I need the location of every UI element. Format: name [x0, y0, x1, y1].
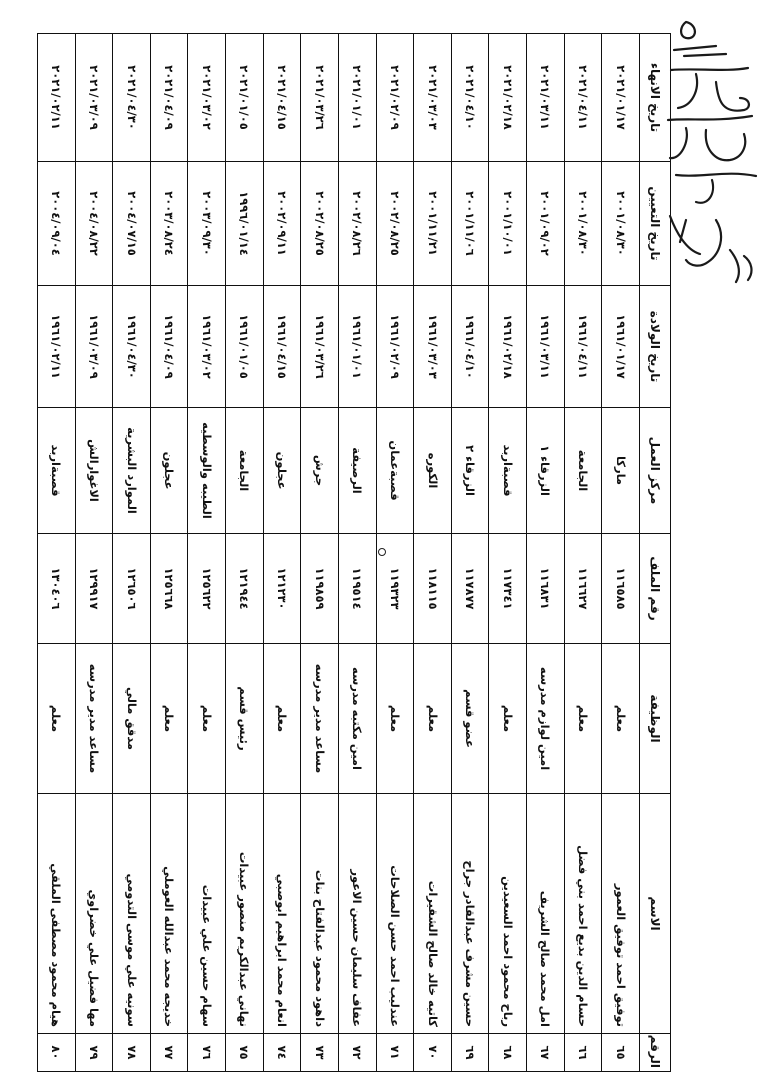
birth-date-cell: ١٩٦١/٠٢/٠٩ [376, 286, 414, 408]
birth-date-cell: ١٩٦١/٠٤/١٠ [451, 286, 489, 408]
job-title-cell: رئيس قسم [226, 644, 264, 794]
rotated-table-container [37, 33, 671, 1071]
row-number-cell: ٧٨ [113, 1034, 151, 1072]
work-center-cell: الكوره [414, 408, 452, 534]
header-work-center: مركز العمل [640, 408, 671, 534]
handwritten-signature [656, 10, 768, 310]
row-number-cell: ٨٠ [38, 1034, 76, 1072]
job-title-cell: معلم [188, 644, 226, 794]
work-center-cell: الجامعة [564, 408, 602, 534]
file-number-cell: ١٢٥٦٦٨ [150, 534, 188, 644]
job-title-cell: مساعد مدير مدرسه [75, 644, 113, 794]
table-row [414, 34, 452, 1072]
work-center-cell: الزرقاء ١ [527, 408, 565, 534]
appointment-date-cell: ٢٠٠٤/٠٩/٠٤ [38, 162, 76, 286]
employee-name-cell: امل محمد صالح الشريف [527, 794, 565, 1034]
birth-date-cell: ١٩٦١/٠٣/٠٩ [75, 286, 113, 408]
work-center-cell: قصبةعمان [376, 408, 414, 534]
employee-name-cell: رباح محمود احمد السعيدين [489, 794, 527, 1034]
end-date-cell: ٢٠٢١/٠٤/١٥ [263, 34, 301, 162]
work-center-cell: جرش [301, 408, 339, 534]
end-date-cell: ٢٠٢١/٠٣/٢٦ [301, 34, 339, 162]
table-row [113, 34, 151, 1072]
job-title-cell: معلم [38, 644, 76, 794]
table-row [339, 34, 377, 1072]
end-date-cell: ٢٠٢١/٠٣/١١ [527, 34, 565, 162]
row-number-cell: ٦٥ [602, 1034, 640, 1072]
file-number-cell: ١١٨١١٥ [414, 534, 452, 644]
table-row [301, 34, 339, 1072]
header-birth-date: تاريخ الولادة [640, 286, 671, 408]
appointment-date-cell: ٢٠٠٣/٠٨/٢٤ [150, 162, 188, 286]
birth-date-cell: ١٩٦١/٠٣/١١ [527, 286, 565, 408]
appointment-date-cell: ٢٠٠٢/٠٨/٢٥ [376, 162, 414, 286]
appointment-date-cell: ٢٠٠٢/٠٨/٢٥ [301, 162, 339, 286]
file-number-cell: ١٢١٩٤٤ [226, 534, 264, 644]
job-title-cell: امين مكتبه مدرسه [339, 644, 377, 794]
table-row [527, 34, 565, 1072]
birth-date-cell: ١٩٦١/٠٢/١٨ [489, 286, 527, 408]
appointment-date-cell: ٢٠٠١/٠٨/٣٠ [602, 162, 640, 286]
employee-name-cell: داهود محمود عبدالفتاح بنات [301, 794, 339, 1034]
job-title-cell: معلم [150, 644, 188, 794]
file-number-cell: ١١٦٦٢٧ [564, 534, 602, 644]
employee-name-cell: حسين مشرف عبدالقادر جراح [451, 794, 489, 1034]
table-body [38, 34, 640, 1072]
work-center-cell: قصبةاربد [489, 408, 527, 534]
file-number-cell: ١١٩٨٥٩ [301, 534, 339, 644]
employee-name-cell: خديجه محمد عبدالله العوملي [150, 794, 188, 1034]
file-number-cell: ١٢٦٥٠٦ [113, 534, 151, 644]
job-title-cell: معلم [489, 644, 527, 794]
birth-date-cell: ١٩٦١/٠٢/١١ [38, 286, 76, 408]
row-number-cell: ٧٦ [188, 1034, 226, 1072]
file-number-cell: ١١٧٨٧٧ [451, 534, 489, 644]
file-number-cell: ١٢٥٦٢٢ [188, 534, 226, 644]
job-title-cell: امين لوازم مدرسه [527, 644, 565, 794]
row-number-cell: ٦٦ [564, 1034, 602, 1072]
birth-date-cell: ١٩٦١/٠١/٠١ [339, 286, 377, 408]
row-number-cell: ٧٧ [150, 1034, 188, 1072]
row-number-cell: ٧٥ [226, 1034, 264, 1072]
table-row [38, 34, 76, 1072]
employee-name-cell: عندليب احمد حسن الصلاحات [376, 794, 414, 1034]
file-number-cell: ١١٩٥١٤ [339, 534, 377, 644]
file-number-cell: ١١٦٨٣١ [527, 534, 565, 644]
work-center-cell: الرصيفة [339, 408, 377, 534]
job-title-cell: معلم [602, 644, 640, 794]
birth-date-cell: ١٩٦١/٠٣/٢٦ [301, 286, 339, 408]
file-number-cell: ١٣٠٤٠٦ [38, 534, 76, 644]
employee-name-cell: سهام حسين علي عبيدات [188, 794, 226, 1034]
job-title-cell: مدقق مالي [113, 644, 151, 794]
row-number-cell: ٧١ [376, 1034, 414, 1072]
header-end-date: تاريخ الانهاء [640, 34, 671, 162]
appointment-date-cell: ٢٠٠١/١٠/٠١ [489, 162, 527, 286]
end-date-cell: ٢٠٢١/٠٣/٠٣ [414, 34, 452, 162]
row-number-cell: ٧٠ [414, 1034, 452, 1072]
birth-date-cell: ١٩٦١/٠٤/١٥ [263, 286, 301, 408]
table-row [75, 34, 113, 1072]
appointment-date-cell: ٢٠٠١/١١/٠٦ [451, 162, 489, 286]
work-center-cell: الاغوارالش [75, 408, 113, 534]
end-date-cell: ٢٠٢١/٠٢/١٨ [489, 34, 527, 162]
end-date-cell: ٢٠٢١/٠٤/٠٩ [150, 34, 188, 162]
appointment-date-cell: ٢٠٠١/٠٩/٠٢ [527, 162, 565, 286]
job-title-cell: معلم [376, 644, 414, 794]
end-date-cell: ٢٠٢١/٠١/٠١ [339, 34, 377, 162]
birth-date-cell: ١٩٦١/٠٤/١١ [564, 286, 602, 408]
end-date-cell: ٢٠٢١/٠٣/٠٢ [188, 34, 226, 162]
row-number-cell: ٦٧ [527, 1034, 565, 1072]
end-date-cell: ٢٠٢١/٠٤/١٠ [451, 34, 489, 162]
appointment-date-cell: ٢٠٠٢/٠٩/١١ [263, 162, 301, 286]
end-date-cell: ٢٠٢١/٠٤/١١ [564, 34, 602, 162]
end-date-cell: ٢٠٢١/٠١/١٧ [602, 34, 640, 162]
file-number-cell: ١٢١٢٣٠ [263, 534, 301, 644]
header-job: الوظيفة [640, 644, 671, 794]
work-center-cell: الجامعة [226, 408, 264, 534]
appointment-date-cell: ٢٠٠٣/٠٩/٣٠ [188, 162, 226, 286]
row-number-cell: ٧٤ [263, 1034, 301, 1072]
birth-date-cell: ١٩٦١/٠٤/٣٠ [113, 286, 151, 408]
header-file-number: رقم الملف [640, 534, 671, 644]
end-date-cell: ٢٠٢١/٠٢/٠٩ [376, 34, 414, 162]
work-center-cell: قصبةاربد [38, 408, 76, 534]
table-row [188, 34, 226, 1072]
employee-name-cell: سونيه علي موسى التدومي [113, 794, 151, 1034]
row-number-cell: ٧٣ [301, 1034, 339, 1072]
table-row [564, 34, 602, 1072]
row-number-cell: ٦٩ [451, 1034, 489, 1072]
appointment-date-cell: ٢٠٠٤/٠٧/١٥ [113, 162, 151, 286]
work-center-cell: الطيبه والوسطيه [188, 408, 226, 534]
row-number-cell: ٦٨ [489, 1034, 527, 1072]
employee-name-cell: عفاف سليمان حسين الاعور [339, 794, 377, 1034]
appointment-date-cell: ٢٠٠٢/٠٨/٢٦ [339, 162, 377, 286]
file-number-cell: ١١٩٣٢٣ [376, 534, 414, 644]
table-row [489, 34, 527, 1072]
employee-name-cell: هيام محمود مصطفى الملقي [38, 794, 76, 1034]
file-number-cell: ١١٧٣٤١ [489, 534, 527, 644]
work-center-cell: ماركا [602, 408, 640, 534]
work-center-cell: الموارد البشرية [113, 408, 151, 534]
work-center-cell: الزرقاء ٢ [451, 408, 489, 534]
birth-date-cell: ١٩٦١/٠١/٠٥ [226, 286, 264, 408]
end-date-cell: ٢٠٢١/٠٤/٣٠ [113, 34, 151, 162]
file-number-cell: ١٢٩٩١٧ [75, 534, 113, 644]
birth-date-cell: ١٩٦١/٠١/١٧ [602, 286, 640, 408]
row-number-cell: ٧٢ [339, 1034, 377, 1072]
work-center-cell: عجلون [150, 408, 188, 534]
end-date-cell: ٢٠٢١/٠٢/١١ [38, 34, 76, 162]
job-title-cell: معلم [564, 644, 602, 794]
job-title-cell: عضو قسم [451, 644, 489, 794]
table-row [263, 34, 301, 1072]
file-number-cell: ١١٦٥٨٥ [602, 534, 640, 644]
appointment-date-cell: ٢٠٠١/٠٨/٣٠ [564, 162, 602, 286]
table-row [226, 34, 264, 1072]
table-row [150, 34, 188, 1072]
table-row [602, 34, 640, 1072]
appointment-date-cell: ١٩٩٦/٠١/١٤ [226, 162, 264, 286]
appointment-date-cell: ٢٠٠١/١١/٢١ [414, 162, 452, 286]
job-title-cell: معلم [414, 644, 452, 794]
employee-name-cell: مها فضيل علي خضراوي [75, 794, 113, 1034]
work-center-cell: عجلون [263, 408, 301, 534]
employee-name-cell: توفيق احمد توفيق العمور [602, 794, 640, 1034]
employee-name-cell: نهاني عبدالكريم منصور عبيدات [226, 794, 264, 1034]
employee-name-cell: حسام الدين بديع احمد بني فضل [564, 794, 602, 1034]
header-appointment-date: تاريخ التعيين [640, 162, 671, 286]
job-title-cell: مساعد مدير مدرسه [301, 644, 339, 794]
job-title-cell: معلم [263, 644, 301, 794]
employee-name-cell: انعام محمد ابراهيم ابوصبي [263, 794, 301, 1034]
end-date-cell: ٢٠٢١/٠٣/٠٩ [75, 34, 113, 162]
page-number-mark [378, 548, 386, 556]
row-number-cell: ٧٩ [75, 1034, 113, 1072]
birth-date-cell: ١٩٦١/٠٣/٠٣ [414, 286, 452, 408]
end-date-cell: ٢٠٢١/٠١/٠٥ [226, 34, 264, 162]
table-row [451, 34, 489, 1072]
birth-date-cell: ١٩٦١/٠٤/٠٩ [150, 286, 188, 408]
employees-table [37, 33, 671, 1072]
appointment-date-cell: ٢٠٠٤/٠٨/٢٢ [75, 162, 113, 286]
header-number: الرقم [640, 1034, 671, 1072]
employee-name-cell: كاتيه خالد صالح الشقيرات [414, 794, 452, 1034]
header-name: الاسم [640, 794, 671, 1034]
birth-date-cell: ١٩٦١/٠٣/٠٢ [188, 286, 226, 408]
